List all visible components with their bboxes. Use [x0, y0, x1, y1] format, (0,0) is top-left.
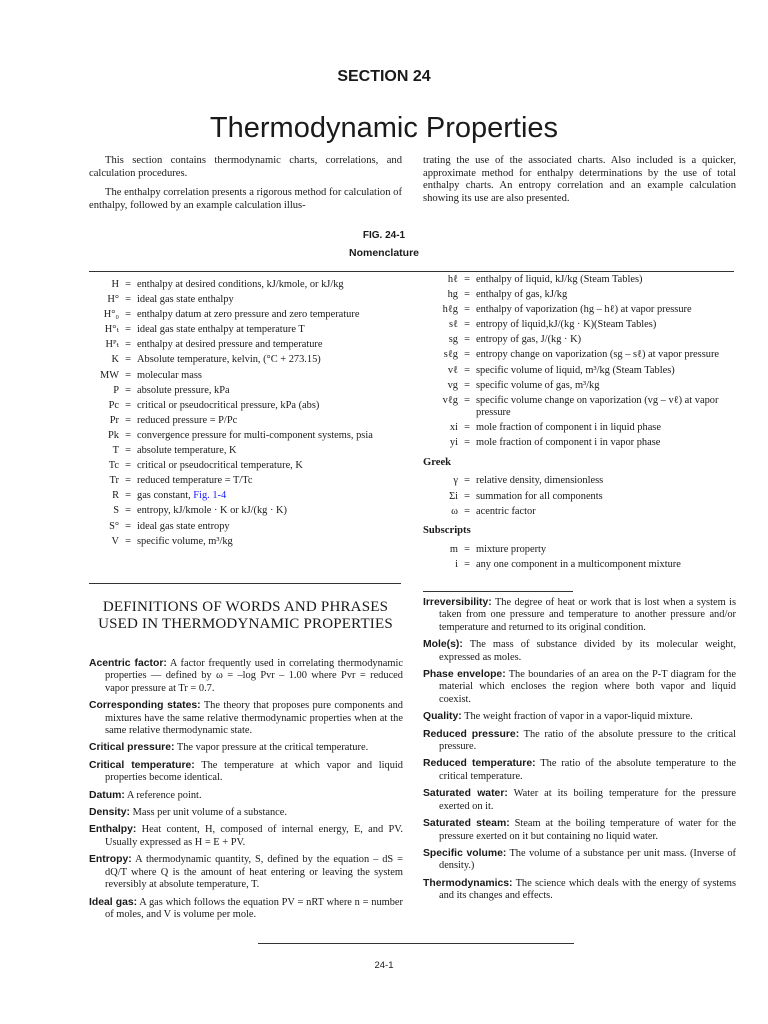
description-text: enthalpy at desired conditions, kJ/kmole, or kJ/kg [137, 279, 344, 290]
equals-sign: = [125, 324, 131, 336]
intro-paragraph: This section contains thermodynamic charts, correlations, and calculation procedures. [89, 155, 402, 179]
description-text: enthalpy of vaporization (hg – hℓ) at vapor pressure [476, 304, 692, 316]
symbol-description [137, 490, 389, 503]
symbol-description [476, 544, 733, 557]
symbol: hℓg [442, 304, 458, 316]
symbol-description [476, 319, 733, 332]
nomenclature-entry [423, 506, 733, 519]
nomenclature-entry [89, 309, 389, 322]
definition-term: Phase envelope: [423, 669, 506, 681]
equals-sign: = [464, 490, 470, 502]
nomenclature-entry [423, 395, 733, 420]
definition-term: Mole(s): [423, 639, 463, 651]
description-text: entropy of liquid,kJ/(kg · K)(Steam Tables) [476, 319, 657, 331]
symbol-description [137, 475, 389, 488]
equals-sign: = [125, 490, 131, 502]
definition-term: Reduced temperature: [423, 758, 536, 770]
nomenclature-bottom-rule-left [89, 583, 401, 584]
symbol-description [476, 334, 733, 347]
symbol-description [476, 395, 733, 420]
symbol: vg [447, 379, 458, 391]
description-text: enthalpy of gas, kJ/kg [476, 289, 568, 301]
symbol-description [137, 445, 389, 458]
symbol: vℓg [442, 394, 458, 406]
nomenclature-top-rule [89, 271, 734, 272]
symbol-description [137, 294, 389, 307]
subscripts-list [423, 544, 733, 572]
definition-term: Enthalpy: [89, 824, 137, 836]
nomenclature-entry [89, 294, 389, 307]
description-text: absolute pressure, kPa [137, 384, 230, 396]
definition-entry [423, 669, 736, 706]
definition-term: Acentric factor: [89, 658, 167, 669]
figure-link[interactable]: Fig. 1-4 [193, 490, 227, 502]
symbol: Tc [108, 460, 119, 472]
equals-sign: = [464, 304, 470, 316]
symbol: sℓg [443, 349, 458, 361]
nomenclature-entry [89, 536, 389, 549]
equals-sign: = [125, 535, 131, 547]
equals-sign: = [464, 475, 470, 487]
equals-sign: = [464, 505, 470, 517]
nomenclature-entry [89, 370, 389, 383]
figure-label: FIG. 24-1 [362, 230, 406, 241]
definition-entry [423, 711, 736, 723]
equals-sign: = [464, 349, 470, 361]
symbol-description [476, 491, 733, 504]
description-text: enthalpy of liquid, kJ/kg (Steam Tables) [476, 274, 643, 285]
symbol: Σi [449, 490, 458, 502]
definition-text: Mass per unit volume of a substance. [130, 807, 287, 819]
description-text: Absolute temperature, kelvin, (°C + 273.15) [137, 354, 321, 366]
definition-term: Critical pressure: [89, 742, 175, 754]
definition-entry [423, 818, 736, 843]
symbol-description [137, 536, 389, 549]
symbol-description [476, 365, 733, 378]
description-text: reduced temperature = T/Tc [137, 475, 253, 487]
equals-sign: = [464, 379, 470, 391]
description-text: gas constant, [137, 490, 194, 502]
equals-sign: = [464, 364, 470, 376]
equals-sign: = [125, 369, 131, 381]
nomenclature-entry [89, 445, 389, 458]
symbol: S [113, 505, 119, 517]
description-text: specific volume of liquid, m³/kg (Steam Tables) [476, 364, 675, 376]
nomenclature-entry [89, 490, 389, 503]
symbol: Pr [109, 414, 119, 426]
description-text: enthalpy datum at zero pressure and zero temperature [137, 309, 360, 321]
nomenclature-entry [423, 334, 733, 347]
description-text: mole fraction of component i in vapor phase [476, 437, 661, 449]
symbol: Hᴾₜ [105, 339, 119, 351]
nomenclature-entry [423, 544, 733, 557]
section-label: SECTION 24 [337, 68, 431, 85]
definition-text: The ratio of the absolute temperature to the critical temperature. [439, 758, 736, 782]
symbol: γ [453, 475, 458, 487]
definition-entry [89, 854, 403, 891]
equals-sign: = [125, 354, 131, 366]
definition-term: Ideal gas: [89, 896, 138, 908]
definition-text: The ratio of the absolute pressure to the critical pressure. [439, 728, 736, 753]
definition-entry [423, 878, 736, 903]
symbol-description [137, 370, 389, 383]
page-number: 24-1 [374, 960, 394, 971]
symbol-description [137, 430, 389, 443]
description-text: any one component in a multicomponent mixture [476, 558, 681, 570]
symbol: Tr [109, 475, 119, 487]
symbol: H°₀ [103, 309, 119, 321]
equals-sign: = [125, 475, 131, 487]
symbol: ω [451, 505, 458, 517]
equals-sign: = [125, 279, 131, 290]
definition-text: Water at its boiling temperature for the pressure exerted on it. [439, 788, 736, 812]
symbol: V [111, 535, 119, 547]
nomenclature-entry [89, 521, 389, 534]
equals-sign: = [125, 414, 131, 426]
definition-entry [423, 597, 736, 634]
symbol-description [476, 274, 733, 287]
description-text: ideal gas state entropy [137, 520, 230, 532]
definition-entry [89, 790, 403, 802]
greek-list [423, 475, 733, 518]
description-text: entropy, kJ/kmole · K or kJ/(kg · K) [137, 505, 287, 517]
equals-sign: = [125, 460, 131, 472]
equals-sign: = [125, 294, 131, 306]
definition-text: A reference point. [124, 789, 202, 801]
definition-term: Entropy: [89, 854, 132, 866]
definition-text: A gas which follows the equation PV = nRT where n = number of moles, and V is volume per mole. [105, 896, 403, 920]
symbol: sg [448, 334, 458, 346]
symbol-description [137, 385, 389, 398]
definition-text: The boundaries of an area on the P-T diagram for the material which encloses the region where both vapor and liquid coexist. [439, 669, 736, 705]
symbol: i [455, 558, 458, 570]
symbol-description [476, 349, 733, 362]
equals-sign: = [464, 334, 470, 346]
definition-entry [423, 848, 736, 873]
symbol: m [449, 543, 458, 555]
nomenclature-entry [89, 324, 389, 337]
page-title: Thermodynamic Properties [209, 112, 559, 144]
symbol: xi [449, 422, 458, 434]
equals-sign: = [464, 394, 470, 406]
description-text: specific volume of gas, m³/kg [476, 379, 600, 391]
nomenclature-entry [423, 274, 733, 287]
nomenclature-entry [89, 339, 389, 352]
definition-term: Reduced pressure: [423, 728, 520, 740]
symbol: H°ₜ [104, 324, 119, 336]
nomenclature-entry [89, 505, 389, 518]
definition-term: Corresponding states: [89, 700, 201, 712]
nomenclature-entry [423, 475, 733, 488]
symbol: vℓ [447, 364, 458, 376]
definition-entry [89, 760, 403, 785]
nomenclature-entry [89, 475, 389, 488]
nomenclature-entry [89, 400, 389, 413]
equals-sign: = [464, 558, 470, 570]
nomenclature-entry [89, 460, 389, 473]
definition-entry [89, 742, 403, 754]
definition-term: Saturated steam: [423, 818, 510, 830]
description-text: absolute temperature, K [137, 445, 237, 457]
intro-right-column [423, 155, 736, 212]
definition-term: Datum: [89, 789, 125, 801]
nomenclature-entry [423, 349, 733, 362]
symbol-description [476, 422, 733, 435]
description-text: entropy of gas, J/(kg · K) [476, 334, 582, 346]
equals-sign: = [464, 319, 470, 331]
equals-sign: = [464, 543, 470, 555]
definitions-heading: DEFINITIONS OF WORDS AND PHRASES USED IN THERMODYNAMIC PROPERTIES [98, 599, 393, 632]
description-text: mole fraction of component i in liquid phase [476, 422, 661, 434]
intro-paragraph: trating the use of the associated charts. Also included is a quicker, approximate method for enthalpy determinations by the use of total enthalpy charts. An entropy correlation and an example calculation showing its use are also presented. [423, 155, 736, 204]
subscripts-heading: Subscripts [423, 525, 471, 537]
description-text: mixture property [476, 543, 547, 555]
definition-text: The degree of heat or work that is lost when a system is taken from one pressure and temperature to another pressure and/or temperature and returned to its original condition. [439, 597, 736, 633]
nomenclature-entry [423, 437, 733, 450]
equals-sign: = [125, 429, 131, 441]
description-text: convergence pressure for multi-component systems, psia [137, 429, 373, 441]
description-text: ideal gas state enthalpy at temperature T [137, 324, 305, 336]
definition-entry [89, 700, 403, 737]
equals-sign: = [125, 384, 131, 396]
symbol-description [476, 289, 733, 302]
definition-term: Irreversibility: [423, 597, 492, 608]
definition-term: Density: [89, 807, 130, 819]
symbol-description [476, 475, 733, 488]
symbol-description [476, 559, 733, 572]
definitions-bottom-rule [258, 943, 574, 944]
symbol: R [112, 490, 119, 502]
definition-term: Critical temperature: [89, 759, 195, 771]
definition-text: The science which deals with the energy of systems and its changes and effects. [439, 877, 736, 902]
nomenclature-entry [423, 380, 733, 393]
nomenclature-bottom-rule-right [423, 591, 573, 592]
symbol-description [137, 354, 389, 367]
definition-text: Steam at the boiling temperature of water for the pressure exerted on it but containing no liquid water. [439, 818, 737, 842]
symbol-description [476, 380, 733, 393]
equals-sign: = [464, 437, 470, 449]
nomenclature-entry [423, 289, 733, 302]
nomenclature-entry [423, 365, 733, 378]
definition-term: Thermodynamics: [423, 877, 513, 889]
nomenclature-entry [423, 559, 733, 572]
description-text: specific volume, m³/kg [137, 535, 233, 547]
description-text: critical or pseudocritical temperature, K [137, 460, 303, 472]
symbol: P [113, 384, 119, 396]
definition-term: Specific volume: [423, 847, 507, 859]
symbol-description [137, 339, 389, 352]
nomenclature-entry [89, 279, 389, 292]
symbol: sℓ [448, 319, 458, 331]
nomenclature-right-list [423, 274, 733, 450]
equals-sign: = [125, 339, 131, 351]
symbol-description [476, 506, 733, 519]
greek-heading: Greek [423, 456, 452, 468]
nomenclature-entry [423, 304, 733, 317]
symbol-description [137, 460, 389, 473]
intro-paragraph: The enthalpy correlation presents a rigorous method for calculation of enthalpy, followed by an example calculation illus- [89, 187, 402, 211]
symbol: hg [447, 289, 458, 301]
equals-sign: = [464, 422, 470, 434]
nomenclature-entry [423, 319, 733, 332]
equals-sign: = [125, 445, 131, 457]
definition-text: The theory that proposes pure components and mixtures have the same relative thermodynamic properties when at the same relative thermodynamic state. [105, 700, 403, 737]
symbol-description [476, 304, 733, 317]
nomenclature-entry [89, 415, 389, 428]
symbol: H [111, 279, 119, 290]
definition-entry [89, 807, 403, 819]
definition-text: The weight fraction of vapor in a vapor-liquid mixture. [461, 711, 693, 723]
definition-text: Heat content, H, composed of internal energy, E, and PV. Usually expressed as H = E + PV. [105, 824, 403, 848]
symbol-description [476, 437, 733, 450]
symbol: H° [107, 294, 119, 306]
equals-sign: = [125, 520, 131, 532]
nomenclature-entry [89, 430, 389, 443]
equals-sign: = [464, 289, 470, 301]
definition-text: The temperature at which vapor and liquid properties become identical. [105, 759, 403, 784]
equals-sign: = [125, 309, 131, 321]
symbol: MW [99, 369, 119, 381]
symbol-description [137, 521, 389, 534]
description-text: entropy change on vaporization (sg – sℓ) at vapor pressure [476, 349, 720, 361]
description-text: ideal gas state enthalpy [137, 294, 234, 306]
nomenclature-left-column [89, 279, 389, 551]
definition-text: The vapor pressure at the critical temperature. [174, 742, 369, 754]
figure-caption: Nomenclature [348, 247, 420, 259]
definition-entry [89, 897, 403, 922]
description-text: summation for all components [476, 490, 603, 502]
definitions-right-column [423, 597, 736, 908]
symbol: yi [449, 437, 458, 449]
definition-text: The mass of substance divided by its molecular weight, expressed as moles. [439, 639, 736, 663]
definition-text: A thermodynamic quantity, S, defined by the equation – dS = dQ/T where Q is the amount of heat entering or leaving the system reversibly at absolute temperature, T. [105, 854, 403, 891]
symbol: Pk [108, 429, 119, 441]
symbol: T [112, 445, 119, 457]
definition-term: Saturated water: [423, 788, 508, 800]
nomenclature-entry [89, 354, 389, 367]
definition-entry [423, 788, 736, 813]
nomenclature-entry [423, 422, 733, 435]
symbol-description [137, 309, 389, 322]
equals-sign: = [464, 274, 470, 285]
description-text: relative density, dimensionless [476, 475, 604, 487]
intro-left-column [89, 155, 402, 219]
description-text: reduced pressure = P/Pc [137, 414, 238, 426]
description-text: enthalpy at desired pressure and temperature [137, 339, 323, 351]
symbol-description [137, 415, 389, 428]
description-text: critical or pseudocritical pressure, kPa (abs) [137, 399, 320, 411]
definition-entry [89, 824, 403, 849]
description-text: specific volume change on vaporization (vg – vℓ) at vapor pressure [476, 394, 719, 419]
definition-term: Quality: [423, 711, 462, 723]
symbol: hℓ [447, 274, 458, 285]
definition-entry [423, 639, 736, 664]
definition-entry [89, 658, 403, 695]
symbol-description [137, 324, 389, 337]
symbol: Pc [108, 399, 119, 411]
symbol-description [137, 279, 389, 292]
symbol: K [111, 354, 119, 366]
symbol: S° [109, 520, 119, 532]
definition-text: The volume of a substance per unit mass. (Inverse of density.) [439, 847, 736, 872]
equals-sign: = [125, 505, 131, 517]
nomenclature-right-column [423, 274, 733, 574]
symbol-description [137, 400, 389, 413]
nomenclature-entry [89, 385, 389, 398]
description-text: acentric factor [476, 505, 536, 517]
definition-entry [423, 758, 736, 783]
equals-sign: = [125, 399, 131, 411]
definition-entry [423, 729, 736, 754]
description-text: molecular mass [137, 369, 202, 381]
definitions-left-column [89, 658, 403, 926]
symbol-description [137, 505, 389, 518]
definition-text: A factor frequently used in correlating thermodynamic properties — defined by ω = –log Pvr – 1.00 where Pvr = reduced vapor pressure at Tr = 0.7. [105, 658, 403, 694]
nomenclature-entry [423, 491, 733, 504]
